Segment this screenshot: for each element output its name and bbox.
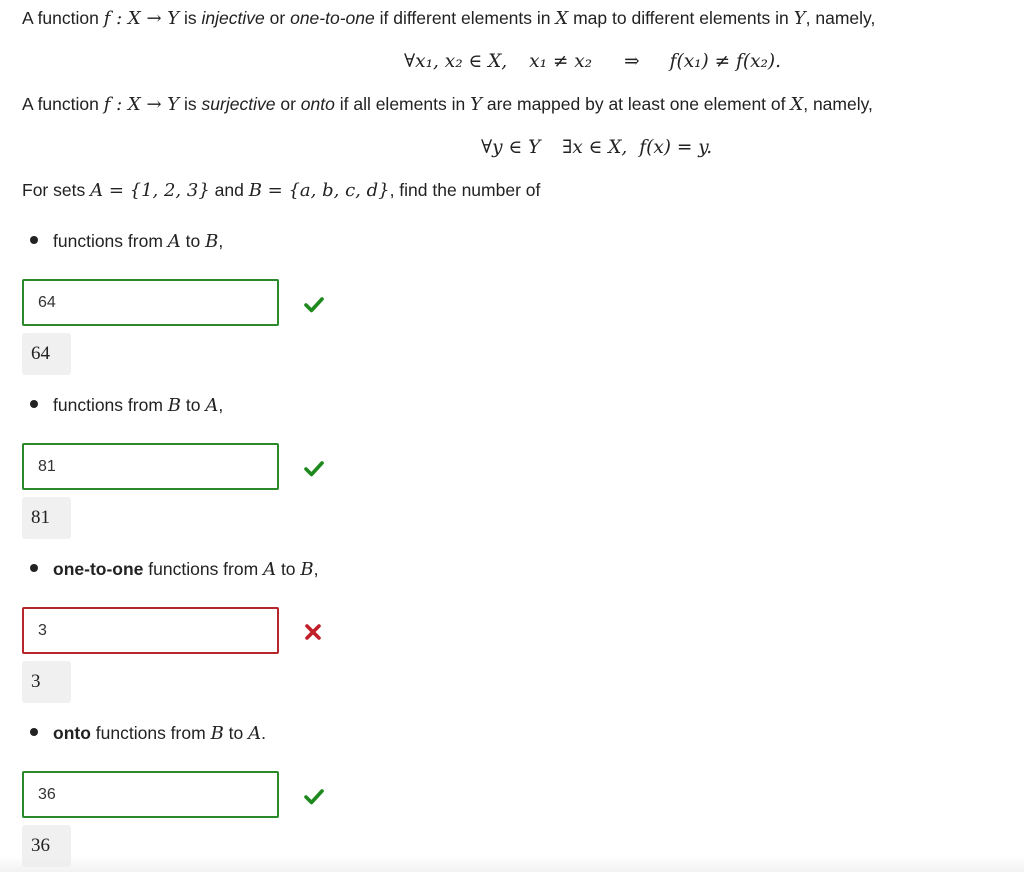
sets-statement: [22, 178, 540, 203]
formula-forall-x: ∀x₁, x₂ ∈ X,: [404, 51, 508, 72]
check-icon: [304, 294, 324, 314]
question-from: B: [167, 395, 182, 416]
formula-x1-neq-x2: x₁ ≠ x₂: [529, 51, 593, 72]
question-to: A: [205, 395, 219, 416]
question-text: functions from: [95, 723, 206, 743]
injective-rest2: map to different elements in: [573, 8, 789, 28]
surjective-or: or: [280, 94, 296, 114]
bullet-icon: [30, 564, 38, 572]
injective-or: or: [269, 8, 286, 28]
formula-fx-neq: f(x₁) ≠ f(x₂).: [669, 51, 782, 72]
injective-prefix: A function: [22, 8, 99, 28]
injective-rest3: , namely,: [805, 8, 876, 28]
question-to: B: [205, 231, 219, 252]
injective-X: X: [555, 8, 569, 29]
sets-suffix: , find the number of: [389, 180, 541, 200]
question-punct: ,: [218, 395, 224, 415]
set-B: B = {a, b, c, d}: [248, 180, 390, 201]
surjective-is: is: [184, 94, 197, 114]
bullet-icon: [30, 728, 38, 736]
question-to-word: to: [280, 559, 296, 579]
onto-term: onto: [300, 94, 335, 114]
question-text: functions from: [148, 559, 259, 579]
surjective-definition: [22, 92, 873, 117]
check-icon: [304, 786, 324, 806]
surjective-term: surjective: [201, 94, 276, 114]
question-punct: ,: [218, 231, 224, 251]
question-punct: ,: [313, 559, 319, 579]
one-to-one-term: one-to-one: [290, 8, 375, 28]
bullet-icon: [30, 400, 38, 408]
question-to-word: to: [185, 395, 201, 415]
sets-and: and: [214, 180, 244, 200]
answer-input-3[interactable]: [22, 607, 279, 654]
injective-definition: [22, 6, 875, 31]
injective-term: injective: [201, 8, 265, 28]
formula-exists-x: ∃x ∈ X,: [562, 137, 628, 158]
formula-forall-y: ∀y ∈ Y: [481, 137, 541, 158]
question-from: A: [263, 559, 277, 580]
question-3: [30, 557, 319, 582]
injective-Y: Y: [793, 8, 806, 29]
injective-is: is: [184, 8, 197, 28]
bottom-fade: [0, 856, 1024, 872]
answer-preview-2: 81: [22, 497, 71, 539]
question-text: functions from: [53, 231, 163, 251]
answer-input-4[interactable]: [22, 771, 279, 818]
question-from: A: [167, 231, 181, 252]
bullet-icon: [30, 236, 38, 244]
injective-formula: [404, 50, 781, 74]
surjective-prefix: A function: [22, 94, 99, 114]
surjective-X: X: [790, 94, 804, 115]
surjective-signature: f : X → Y: [103, 94, 180, 115]
check-icon: [304, 458, 324, 478]
answer-preview-1: 64: [22, 333, 71, 375]
question-to-word: to: [185, 231, 201, 251]
question-to: B: [300, 559, 314, 580]
question-qualifier: onto: [53, 723, 91, 743]
surjective-rest1: if all elements in: [339, 94, 466, 114]
injective-signature: f : X → Y: [103, 8, 180, 29]
sets-prefix: For sets: [22, 180, 86, 200]
set-A: A = {1, 2, 3}: [90, 180, 210, 201]
answer-preview-4: 36: [22, 825, 71, 867]
question-qualifier: one-to-one: [53, 559, 144, 579]
formula-fx-eq-y: f(x) = y.: [639, 137, 713, 158]
question-text: functions from: [53, 395, 163, 415]
question-1: [30, 229, 223, 254]
question-2: [30, 393, 223, 418]
answer-input-2[interactable]: [22, 443, 279, 490]
answer-preview-3: 3: [22, 661, 71, 703]
surjective-rest2: are mapped by at least one element of: [486, 94, 786, 114]
surjective-Y: Y: [470, 94, 482, 115]
surjective-rest3: , namely,: [803, 94, 873, 114]
implies-symbol: ⇒: [624, 51, 640, 72]
question-4: [30, 721, 266, 746]
cross-icon: [303, 622, 323, 642]
injective-rest1: if different elements in: [379, 8, 551, 28]
surjective-formula: [481, 136, 712, 160]
question-punct: .: [261, 723, 267, 743]
question-to: A: [248, 723, 262, 744]
question-to-word: to: [228, 723, 244, 743]
answer-input-1[interactable]: [22, 279, 279, 326]
question-from: B: [210, 723, 224, 744]
